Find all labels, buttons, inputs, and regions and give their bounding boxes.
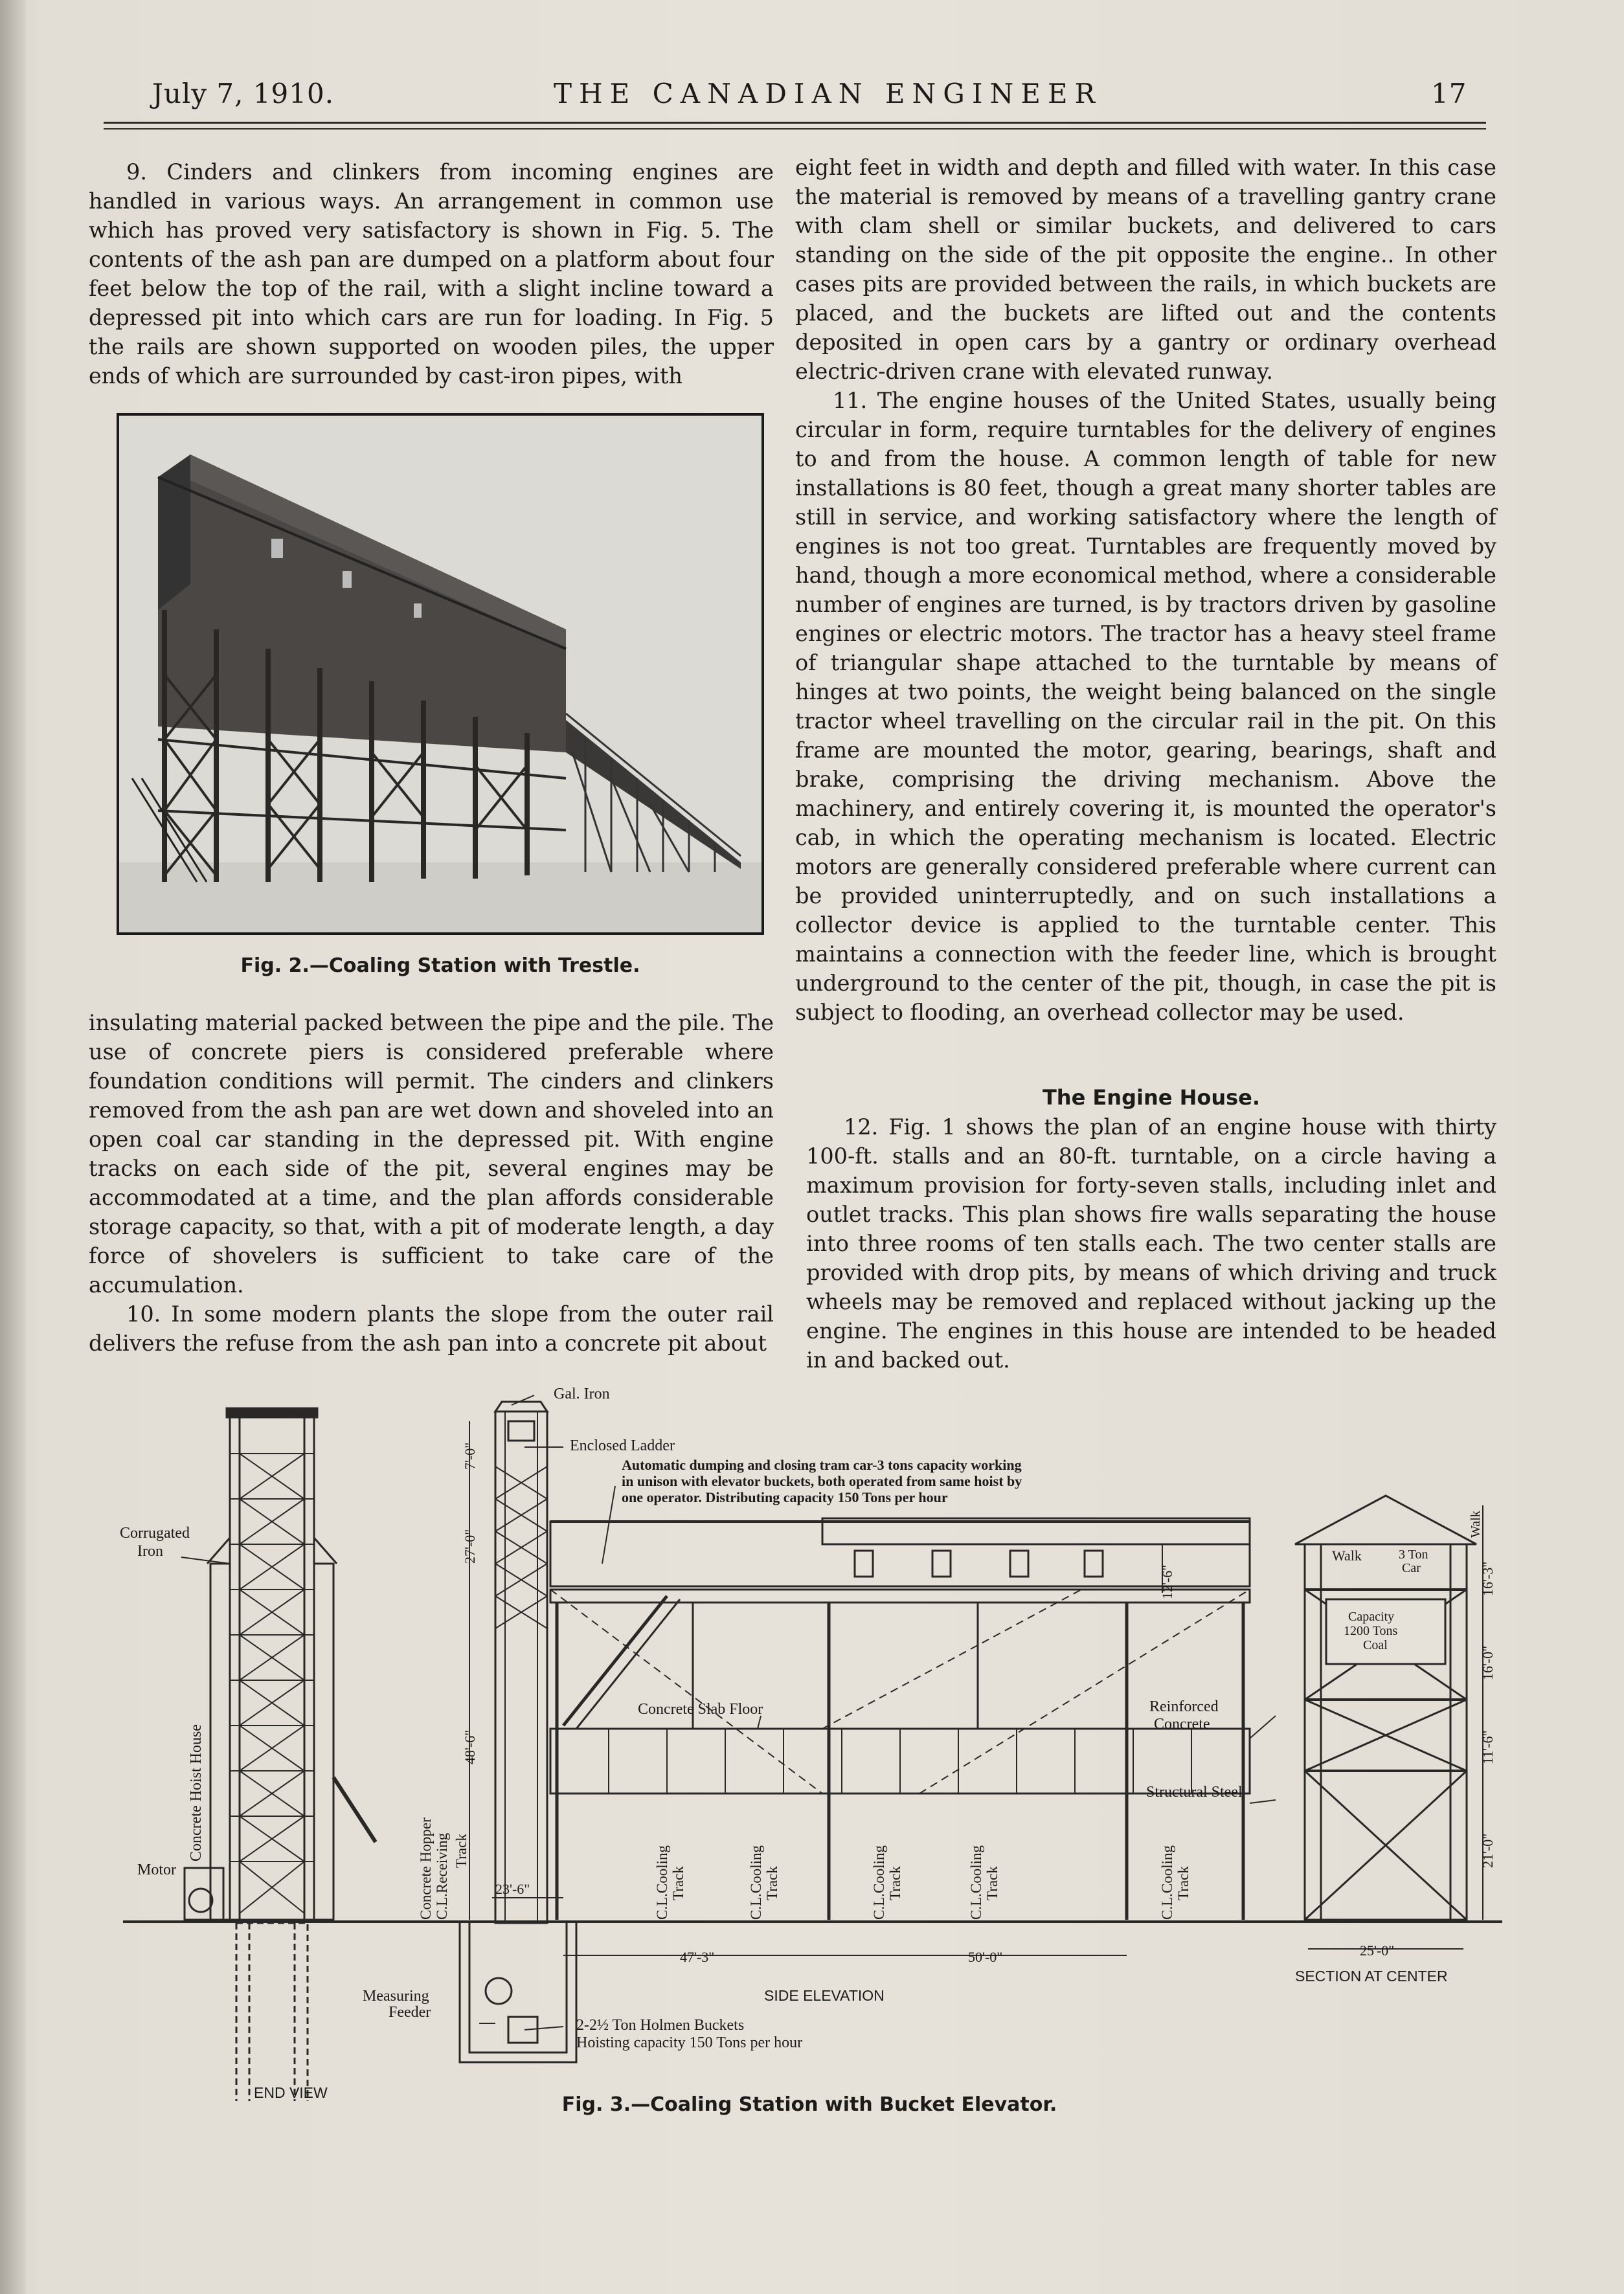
paragraph-12: 12. Fig. 1 shows the plan of an engine house with thirty 100-ft. stalls and an 80-ft. turntable, on a circle having a maximum provision for forty-seven stalls, including inlet and outlet tracks. This plan shows fire walls separating the house into three rooms of ten stalls each. The two center stalls are provided with drop pits, by means of which driving and truck wheels may be removed and replaced without jacking up the engine. The engines in this house are intended to be headed in and backed out. [806, 1114, 1496, 1373]
label-cooling-5: C.L.Cooling [1159, 1845, 1175, 1920]
dim-23-6: 23'-6" [495, 1881, 530, 1897]
label-walk-2: Walk [1469, 1511, 1483, 1538]
label-receiving: C.L.Receiving [434, 1832, 450, 1920]
label-capacity: Capacity [1348, 1610, 1395, 1624]
coaling-station-photo [119, 416, 761, 932]
dim-11-6: 11'-6" [1480, 1730, 1496, 1764]
header-date: July 7, 1910. [152, 78, 335, 109]
fig3-drawing [110, 1376, 1515, 2101]
paragraph-11: 11. The engine houses of the United States, usually being circular in form, require turntables for the delivery of engines to and from the house. A common length of table for new installations is 80 feet, though a great many shorter tables are still in service, and working satisfactory where the length of engines is not too great. Turntables are frequently moved by hand, though a more economical method, where a considerable number of engines are turned, is by tractors driven by gasoline engines or electric motors. The tractor has a heavy steel frame of triangular shape attached to the turntable by means of hinges at two points, the weight being balanced on the single tractor wheel travelling on the circular rail in the pit. On this frame are mounted the motor, gearing, bearings, shaft and brake, comprising the driving mechanism. Above the machinery, and entirely covering it, is mounted the operator's cab, in which the operating mechanism is located. Electric motors are generally considered preferable where current can be provided uninterruptedly, and on such installations a collector device is applied to the turntable center. This maintains a connection with the feeder line, which is brought underground to the center of the pit, though, in case the pit is subject to flooding, an overhead collector may be used. [795, 388, 1496, 1025]
dim-25-0: 25'-0" [1360, 1942, 1395, 1959]
paragraph-9: 9. Cinders and clinkers from incoming engines are handled in various ways. An arrangement in common use which has proved very satisfactory is shown in Fig. 5. The contents of the ash pan are dumped on a platform about four feet below the top of the rail, with a slight incline toward a depressed pit into which cars are run for loading. In Fig. 5 the rails are shown supported on wooden piles, the upper ends of which are surrounded by cast-iron pipes, with [89, 159, 774, 388]
label-walk: Walk [1332, 1547, 1362, 1564]
label-cooling-2: C.L.Cooling [748, 1845, 764, 1920]
header-page-number: 17 [1431, 78, 1467, 109]
column-2-lower [806, 1083, 1496, 1375]
column-1-bottom [89, 1008, 774, 1358]
column-2 [795, 153, 1496, 1027]
label-iron: Iron [137, 1543, 163, 1560]
label-buckets-1: 2-2½ Ton Holmen Buckets [576, 2017, 745, 2034]
section-heading-engine-house: The Engine House. [1042, 1085, 1261, 1110]
label-measuring: Measuring [363, 1988, 429, 2005]
dim-16-3: 16'-3" [1480, 1561, 1496, 1596]
label-end-view: END VIEW [254, 2084, 328, 2101]
label-concrete: Concrete [1154, 1716, 1210, 1733]
label-ton-car: 3 Ton [1399, 1547, 1428, 1562]
label-structural-steel: Structural Steel [1146, 1784, 1243, 1801]
label-side-elevation: SIDE ELEVATION [764, 1987, 885, 2004]
dim-16-0: 16'-0" [1480, 1645, 1496, 1680]
dim-48-6: 48'-6" [462, 1729, 478, 1764]
binding-shadow [0, 0, 26, 2294]
label-reinforced: Reinforced [1149, 1698, 1219, 1715]
label-motor: Motor [137, 1861, 176, 1878]
paragraph-10: 10. In some modern plants the slope from the outer rail delivers the refuse from the ash pan into a concrete pit about [89, 1301, 774, 1356]
paragraph-9-continued: insulating material packed between the pipe and the pile. The use of concrete piers is considered preferable where foundation conditions will permit. The cinders and clinkers removed from the ash pan are wet down and shoveled into an open coal car standing in the depressed pit. With engine tracks on each side of the pit, several engines may be accommodated at a time, and the plan affords considerable storage capacity, so that, with a pit of moderate length, a day force of shovelers is sufficient to take care of the accumulation. [89, 1010, 774, 1298]
label-enclosed-ladder: Enclosed Ladder [570, 1437, 675, 1454]
label-tram-car-2: in unison with elevator buckets, both operated from same hoist by [622, 1473, 1022, 1489]
dim-47-3: 47'-3" [680, 1949, 715, 1965]
fig2-caption: Fig. 2.—Coaling Station with Trestle. [240, 954, 640, 977]
column-1-top [89, 157, 774, 390]
label-tram-car-3: one operator. Distributing capacity 150 Tons per hour [622, 1489, 948, 1505]
label-car: Car [1402, 1561, 1421, 1575]
label-cooling-track-4: Track [984, 1866, 1000, 1900]
label-feeder: Feeder [389, 2004, 431, 2021]
dim-27-0: 27'-0" [462, 1529, 478, 1564]
label-cooling-track-1: Track [670, 1866, 686, 1900]
header-rule [104, 122, 1486, 124]
coaling-station-elevation-drawing [110, 1376, 1515, 2101]
label-gal-iron: Gal. Iron [554, 1386, 610, 1402]
label-cooling-track-5: Track [1175, 1866, 1191, 1900]
label-coal: Coal [1363, 1638, 1388, 1652]
fig2-photo [117, 413, 764, 935]
label-tram-car-1: Automatic dumping and closing tram car-3 tons capacity working [622, 1457, 1022, 1473]
label-buckets-2: Hoisting capacity 150 Tons per hour [576, 2034, 803, 2051]
label-cooling-track-3: Track [887, 1866, 903, 1900]
label-capacity-tons: 1200 Tons [1344, 1624, 1398, 1638]
label-concrete-slab: Concrete Slab Floor [638, 1701, 763, 1718]
label-cooling-track-2: Track [764, 1866, 780, 1900]
paragraph-10-continued: eight feet in width and depth and filled with water. In this case the material is removed by means of a travelling gantry crane with clam shell or similar buckets, and delivered to cars standing on the side of the pit opposite the engine.. In other cases pits are provided between the rails, in which buckets are placed, and the buckets are lifted out and the contents deposited in open cars by a gantry or ordinary overhead electric-driven crane with elevated runway. [795, 155, 1496, 384]
label-cooling-1: C.L.Cooling [654, 1845, 670, 1920]
header-title: THE CANADIAN ENGINEER [554, 78, 1103, 109]
label-cooling-3: C.L.Cooling [871, 1845, 887, 1920]
label-hopper: Concrete Hopper [418, 1817, 434, 1920]
label-receiving-track: Track [453, 1834, 469, 1868]
label-cooling-4: C.L.Cooling [968, 1845, 984, 1920]
fig3-caption: Fig. 3.—Coaling Station with Bucket Elevator. [561, 2093, 1057, 2116]
label-section-at-center: SECTION AT CENTER [1295, 1968, 1448, 1985]
label-hoist-house: Concrete Hoist House [188, 1724, 205, 1861]
dim-12-6: 12'-6" [1159, 1564, 1175, 1599]
dim-7-0: 7'-0" [462, 1442, 478, 1470]
dim-21-0: 21'-0" [1480, 1833, 1496, 1868]
dim-50-0: 50'-0" [968, 1949, 1003, 1965]
label-corrugated: Corrugated [120, 1525, 190, 1542]
header-rule-2 [104, 128, 1486, 129]
